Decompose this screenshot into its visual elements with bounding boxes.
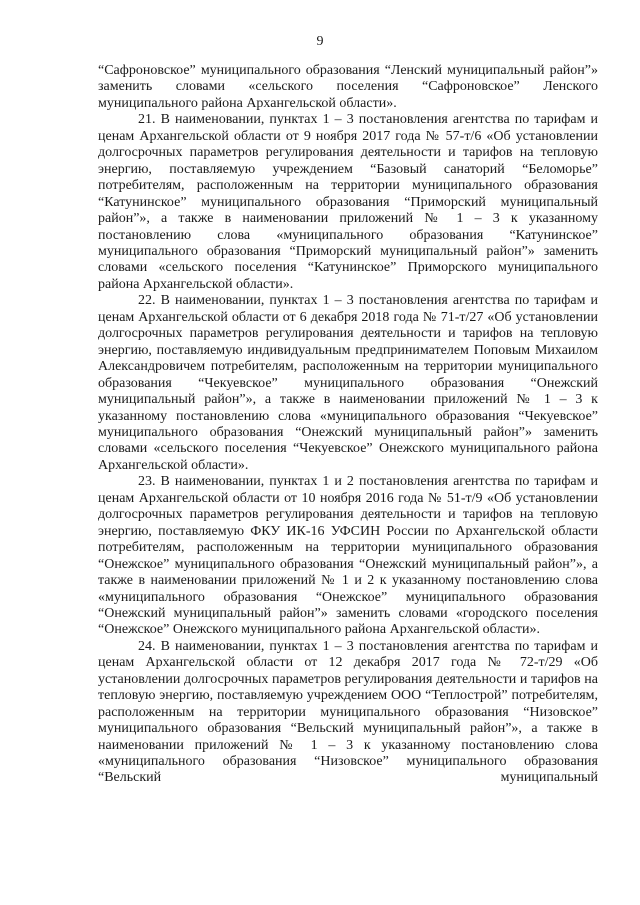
paragraph-item-22: 22. В наименовании, пунктах 1 – 3 постановления агентства по тарифам и ценам Архангельской области от 6 декабря 2018 года № 71-т/27 «Об установлении долгосрочных параметров регулирования деятельности и тарифов на тепловую энергию, поставляемую индивидуальным предпринимателем Поповым Михаилом Александровичем потребителям, расположенным на территории муниципального образования “Чекуевское” муниципального образования “Онежский муниципальный район”», а также в наименовании приложений № 1 – 3 к указанному постановлению слова «муниципального образования “Чекуевское” муниципального образования “Онежский муниципальный район”» заменить словами «сельского поселения “Чекуевское” Онежского муниципального района Архангельской области». bbox=[98, 293, 598, 473]
paragraph-item-23: 23. В наименовании, пунктах 1 и 2 постановления агентства по тарифам и ценам Архангельской области от 10 ноября 2016 года № 51-т/9 «Об установлении долгосрочных параметров регулирования деятельности и тарифов на тепловую энергию, поставляемую ФКУ ИК-16 УФСИН России по Архангельской области потребителям, расположенным на территории муниципального образования “Онежское” муниципального образования “Онежский муниципальный район”», а также в наименовании приложений № 1 и 2 к указанному постановлению слова «муниципального образования “Онежское” муниципального образования “Онежский муниципальный район”» заменить словами «городского поселения “Онежское” Онежского муниципального района Архангельской области». bbox=[98, 474, 598, 638]
paragraph-continuation: “Сафроновское” муниципального образования “Ленский муниципальный район”» заменить словами «сельского поселения “Сафроновское” Ленского муниципального района Архангельской области». bbox=[98, 63, 598, 111]
page-number: 9 bbox=[316, 34, 324, 49]
paragraph-item-24: 24. В наименовании, пунктах 1 – 3 постановления агентства по тарифам и ценам Архангельской области от 12 декабря 2017 года № 72-т/29 «Об установлении долгосрочных параметров регулирования деятельности и тарифов на тепловую энергию, поставляемую учреждением ООО “Теплострой” потребителям, расположенным на территории муниципального образования “Низовское” муниципального образования “Вельский муниципальный район”», а также в наименовании приложений № 1 – 3 к указанному постановлению слова «муниципального образования “Низовское” муниципального образования “Вельский муниципальный bbox=[98, 638, 598, 786]
document-body bbox=[98, 63, 598, 787]
paragraph-item-21: 21. В наименовании, пунктах 1 – 3 постановления агентства по тарифам и ценам Архангельской области от 9 ноября 2017 года № 57-т/6 «Об установлении долгосрочных параметров регулирования деятельности и тарифов на тепловую энергию, поставляемую учреждением “Базовый санаторий “Беломорье” потребителям, расположенным на территории муниципального образования “Катунинское” муниципального образования “Приморский муниципальный район”», а также в наименовании приложений № 1 – 3 к указанному постановлению слова «муниципального образования “Катунинское” муниципального образования “Приморский муниципальный район”» заменить словами «сельского поселения “Катунинское” Приморского муниципального района Архангельской области». bbox=[98, 112, 598, 292]
